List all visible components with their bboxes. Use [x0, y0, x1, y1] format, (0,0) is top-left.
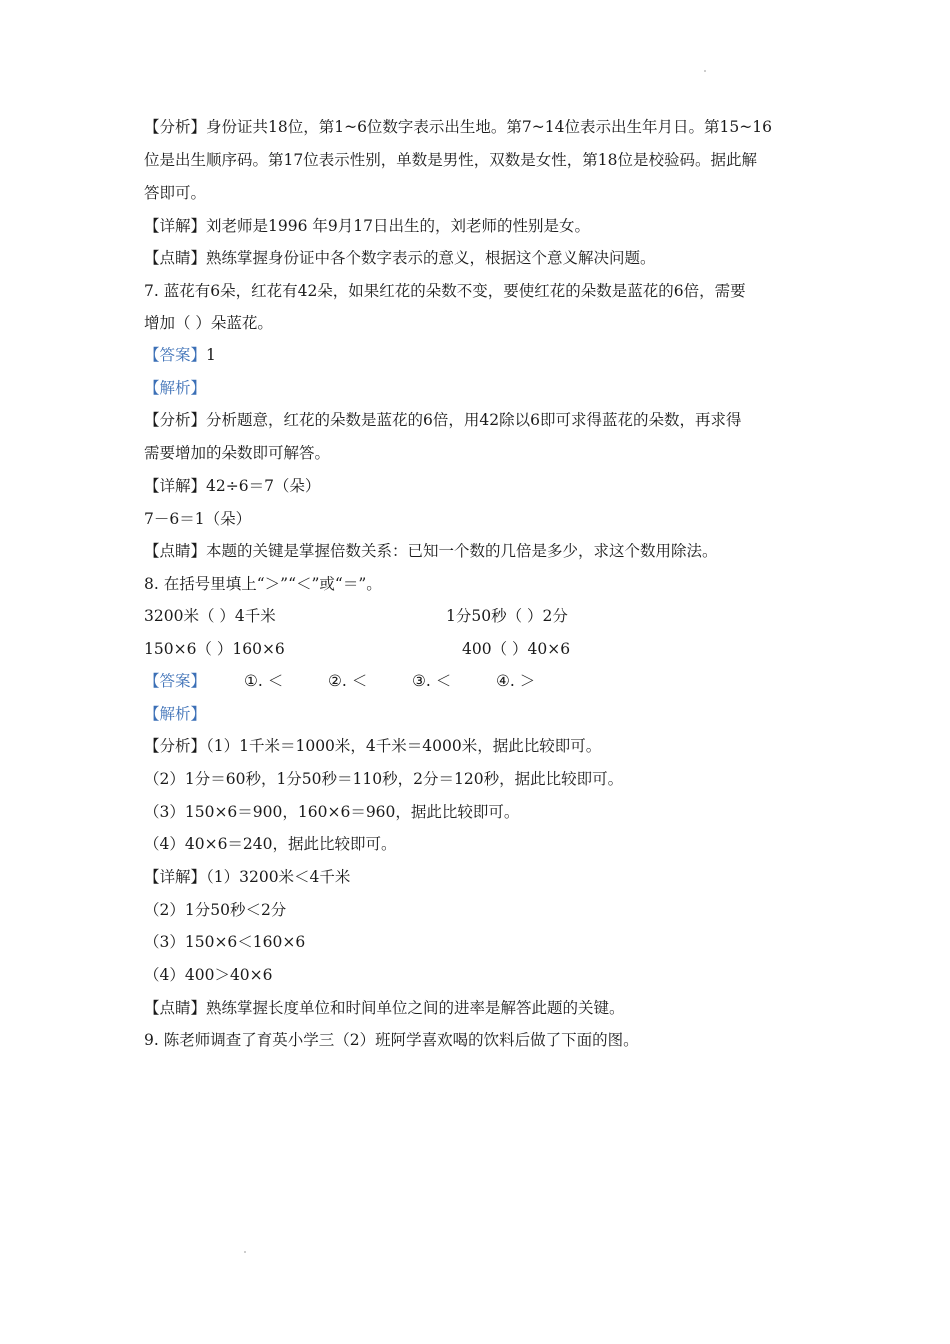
q8-detail-line-2: （2）1分50秒＜2分	[144, 901, 287, 919]
q8-detail-line-3: （3）150×6＜160×6	[144, 933, 306, 951]
speck-mark	[244, 1251, 246, 1253]
answer-tag: 【答案】	[144, 672, 207, 690]
q7-question-line-2: 增加（ ）朵蓝花。	[144, 314, 273, 332]
q8-comment: 【点睛】熟练掌握长度单位和时间单位之间的进率是解答此题的关键。	[144, 999, 625, 1017]
q7-answer	[144, 345, 824, 365]
q7-analysis-line-2: 需要增加的朵数即可解答。	[144, 444, 331, 462]
q6-analysis-line-3: 答即可。	[144, 184, 207, 202]
q7-detail-line-2: 7－6＝1（朵）	[144, 510, 252, 528]
q8-analysis-line-1: 【分析】（1）1千米＝1000米，4千米＝4000米，据此比较即可。	[144, 737, 602, 755]
q6-analysis-line-1: 【分析】身份证共18位，第1~6位数字表示出生地。第7~14位表示出生年月日。第15~16	[144, 118, 772, 136]
q7-comment: 【点睛】本题的关键是掌握倍数关系：已知一个数的几倍是多少，求这个数用除法。	[144, 542, 718, 560]
q8-item-1: 3200米（ ）4千米	[144, 607, 276, 625]
q6-detail: 【详解】刘老师是1996 年9月17日出生的，刘老师的性别是女。	[144, 217, 590, 235]
q7-detail-line-1: 【详解】42÷6＝7（朵）	[144, 477, 321, 495]
answer-value: 1	[206, 346, 216, 364]
q9-question: 9. 陈老师调查了育英小学三（2）班阿学喜欢喝的饮料后做了下面的图。	[144, 1031, 639, 1049]
q6-analysis-line-2: 位是出生顺序码。第17位表示性别，单数是男性，双数是女性，第18位是校验码。据此解	[144, 151, 757, 169]
q7-question-line-1: 7. 蓝花有6朵，红花有42朵，如果红花的朵数不变，要使红花的朵数是蓝花的6倍，需要	[144, 282, 746, 300]
q8-analysis-line-3: （3）150×6＝900，160×6＝960，据此比较即可。	[144, 803, 520, 821]
answer-1: ①. ＜	[244, 672, 284, 690]
q8-analysis-line-4: （4）40×6＝240，据此比较即可。	[144, 835, 397, 853]
answer-3: ③. ＜	[412, 672, 452, 690]
q8-analysis-line-2: （2）1分＝60秒，1分50秒＝110秒，2分＝120秒，据此比较即可。	[144, 770, 624, 788]
q8-item-3: 150×6（ ）160×6	[144, 640, 285, 658]
q8-item-4: 400（ ）40×6	[462, 640, 571, 658]
q8-question: 8. 在括号里填上“＞”“＜”或“＝”。	[144, 575, 382, 593]
q8-detail-line-1: 【详解】（1）3200米＜4千米	[144, 868, 351, 886]
q8-item-2: 1分50秒（ ）2分	[446, 607, 568, 625]
q8-detail-line-4: （4）400＞40×6	[144, 966, 273, 984]
q7-explain-tag: 【解析】	[144, 379, 207, 397]
answer-2: ②. ＜	[328, 672, 368, 690]
speck-mark	[704, 70, 706, 72]
q8-explain-tag: 【解析】	[144, 705, 207, 723]
answer-tag: 【答案】	[144, 346, 207, 364]
q7-analysis-line-1: 【分析】分析题意，红花的朵数是蓝花的6倍，用42除以6即可求得蓝花的朵数，再求得	[144, 411, 742, 429]
q6-comment: 【点睛】熟练掌握身份证中各个数字表示的意义，根据这个意义解决问题。	[144, 249, 656, 267]
answer-4: ④. ＞	[496, 672, 536, 690]
